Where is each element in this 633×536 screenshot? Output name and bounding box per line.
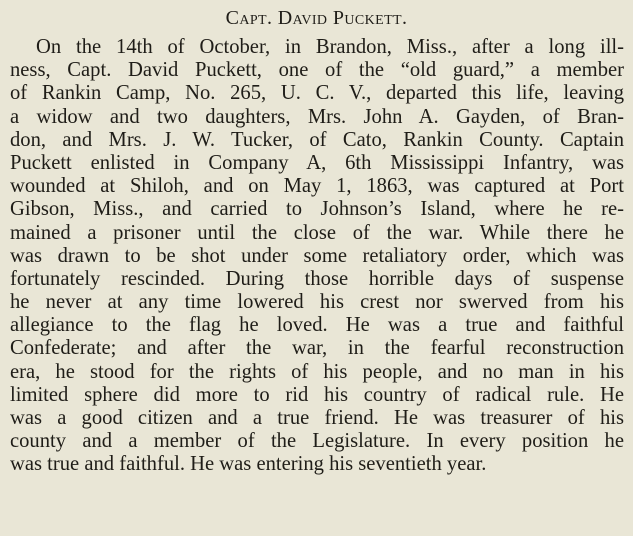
text-line: era, he stood for the rights of his people, and no man in his: [10, 360, 624, 383]
article-body: [10, 36, 624, 477]
text-line: county and a member of the Legislature. In every position he: [10, 430, 624, 453]
text-line: Confederate; and after the war, in the fearful reconstruction: [10, 337, 624, 360]
text-line: of Rankin Camp, No. 265, U. C. V., departed this life, leaving: [10, 82, 624, 105]
text-line: was true and faithful. He was entering his seventieth year.: [10, 453, 487, 476]
text-line: was a good citizen and a true friend. He was treasurer of his: [10, 407, 624, 429]
text-line: limited sphere did more to rid his country of radical rule. He: [10, 383, 624, 406]
text-line: fortunately rescinded. During those horrible days of suspense: [10, 267, 624, 290]
text-line: Gibson, Miss., and carried to Johnson’s Island, where he re-: [10, 198, 624, 221]
text-line: wounded at Shiloh, and on May 1, 1863, was captured at Port: [10, 175, 624, 198]
text-line: mained a prisoner until the close of the war. While there he: [10, 221, 624, 244]
article-title: Capt. David Puckett.: [225, 7, 408, 29]
text-line: On the 14th of October, in Brandon, Miss., after a long ill-: [36, 36, 624, 58]
text-line: allegiance to the flag he loved. He was a true and faithful: [10, 314, 624, 337]
text-line: ness, Capt. David Puckett, one of the “old guard,” a member: [10, 59, 624, 82]
text-line: was drawn to be shot under some retaliatory order, which was: [10, 244, 624, 267]
text-line: a widow and two daughters, Mrs. John A. Gayden, of Bran-: [10, 105, 624, 128]
text-line: don, and Mrs. J. W. Tucker, of Cato, Rankin County. Captain: [10, 128, 624, 151]
text-line: Puckett enlisted in Company A, 6th Mississippi Infantry, was: [10, 151, 624, 174]
text-line: he never at any time lowered his crest nor swerved from his: [10, 291, 624, 314]
